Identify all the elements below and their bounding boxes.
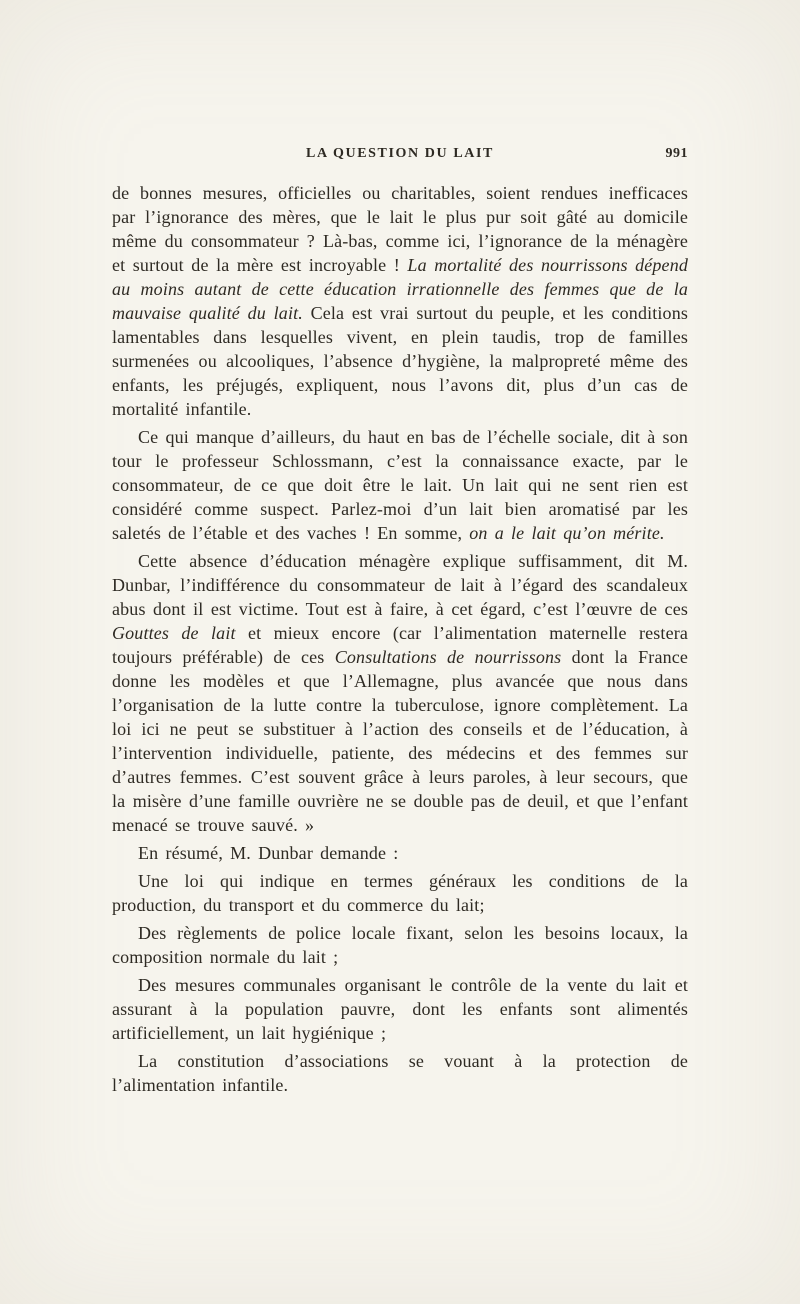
text-run: Ce qui manque d’ailleurs, du haut en bas de l’échelle sociale, dit à son tour le professeur Schlossmann, c’est la connaissance exacte, par le consommateur, de ce que doit être le lait. Un lait qui ne sent rien est considéré comme suspect. Parlez-moi d’un lait bien aromatisé par les saletés de l’étable et des vaches ! En somme, [112,427,688,543]
paragraph [112,841,688,865]
paragraphs [112,181,688,1097]
italic-text-run: Gouttes de lait [112,623,236,643]
paragraph [112,973,688,1045]
text-run: et mieux encore (car l’alimentation maternelle restera toujours préférable) de ces [112,623,688,667]
text-run: La constitution d’associations se vouant à la protection de l’alimentation infantile. [112,1051,688,1095]
page-number: 991 [665,146,688,161]
text-run: Une loi qui indique en termes généraux les conditions de la production, du transport et du commerce du lait; [112,871,688,915]
running-title: LA QUESTION DU LAIT [306,146,494,161]
paragraph [112,425,688,545]
italic-text-run: Consultations de nourrissons [334,647,562,667]
paragraph [112,549,688,837]
italic-text-run: on a le lait qu’on mérite. [469,523,665,543]
text-run: Des mesures communales organisant le contrôle de la vente du lait et assurant à la population pauvre, dont les enfants sont alimentés artificiellement, un lait hygiénique ; [112,975,688,1043]
paragraph [112,181,688,421]
text-run: de bonnes mesures, officielles ou charitables, soient rendues inefficaces par l’ignorance des mères, que le lait le plus pur soit gâté au domicile même du consommateur ? Là-bas, comme ici, l’ignorance de la ménagère et surtout de la mère est incroyable ! [112,183,688,275]
text-run: En résumé, M. Dunbar demande : [138,843,399,863]
text-run: Cette absence d’éducation ménagère explique suffisamment, dit M. Dunbar, l’indifférence du consommateur de lait à l’égard des scandaleux abus dont il est victime. Tout est à faire, à cet égard, c’est l’œuvre de ces [112,551,688,619]
text-run: dont la France donne les modèles et que l’Allemagne, plus avancée que nous dans l’organisation de la lutte contre la tuberculose, ignore complètement. La loi ici ne peut se substituer à l’action des conseils et de l’éducation, à l’intervention individuelle, patiente, des médecins et des femmes sur d’autres femmes. C’est souvent grâce à leurs paroles, à leur secours, que la misère d’une famille ouvrière ne se double pas de deuil, et que l’enfant menacé se trouve sauvé. » [112,647,689,835]
paragraph [112,1049,688,1097]
paragraph [112,921,688,969]
text-run: Cela est vrai surtout du peuple, et les conditions lamentables dans lesquelles vivent, en plein taudis, trop de familles surmenées ou alcooliques, l’absence d’hygiène, la malpropreté même des enfants, les préjugés, expliquent, nous l’avons dit, plus d’un cas de mortalité infantile. [112,303,688,419]
paragraph [112,869,688,917]
text-run: Des règlements de police locale fixant, selon les besoins locaux, la composition normale du lait ; [112,923,688,967]
italic-text-run: La mortalité des nourrissons dépend au moins autant de cette éducation irrationnelle des femmes que de la mauvaise qualité du lait. [112,255,688,323]
page-header [112,146,688,166]
